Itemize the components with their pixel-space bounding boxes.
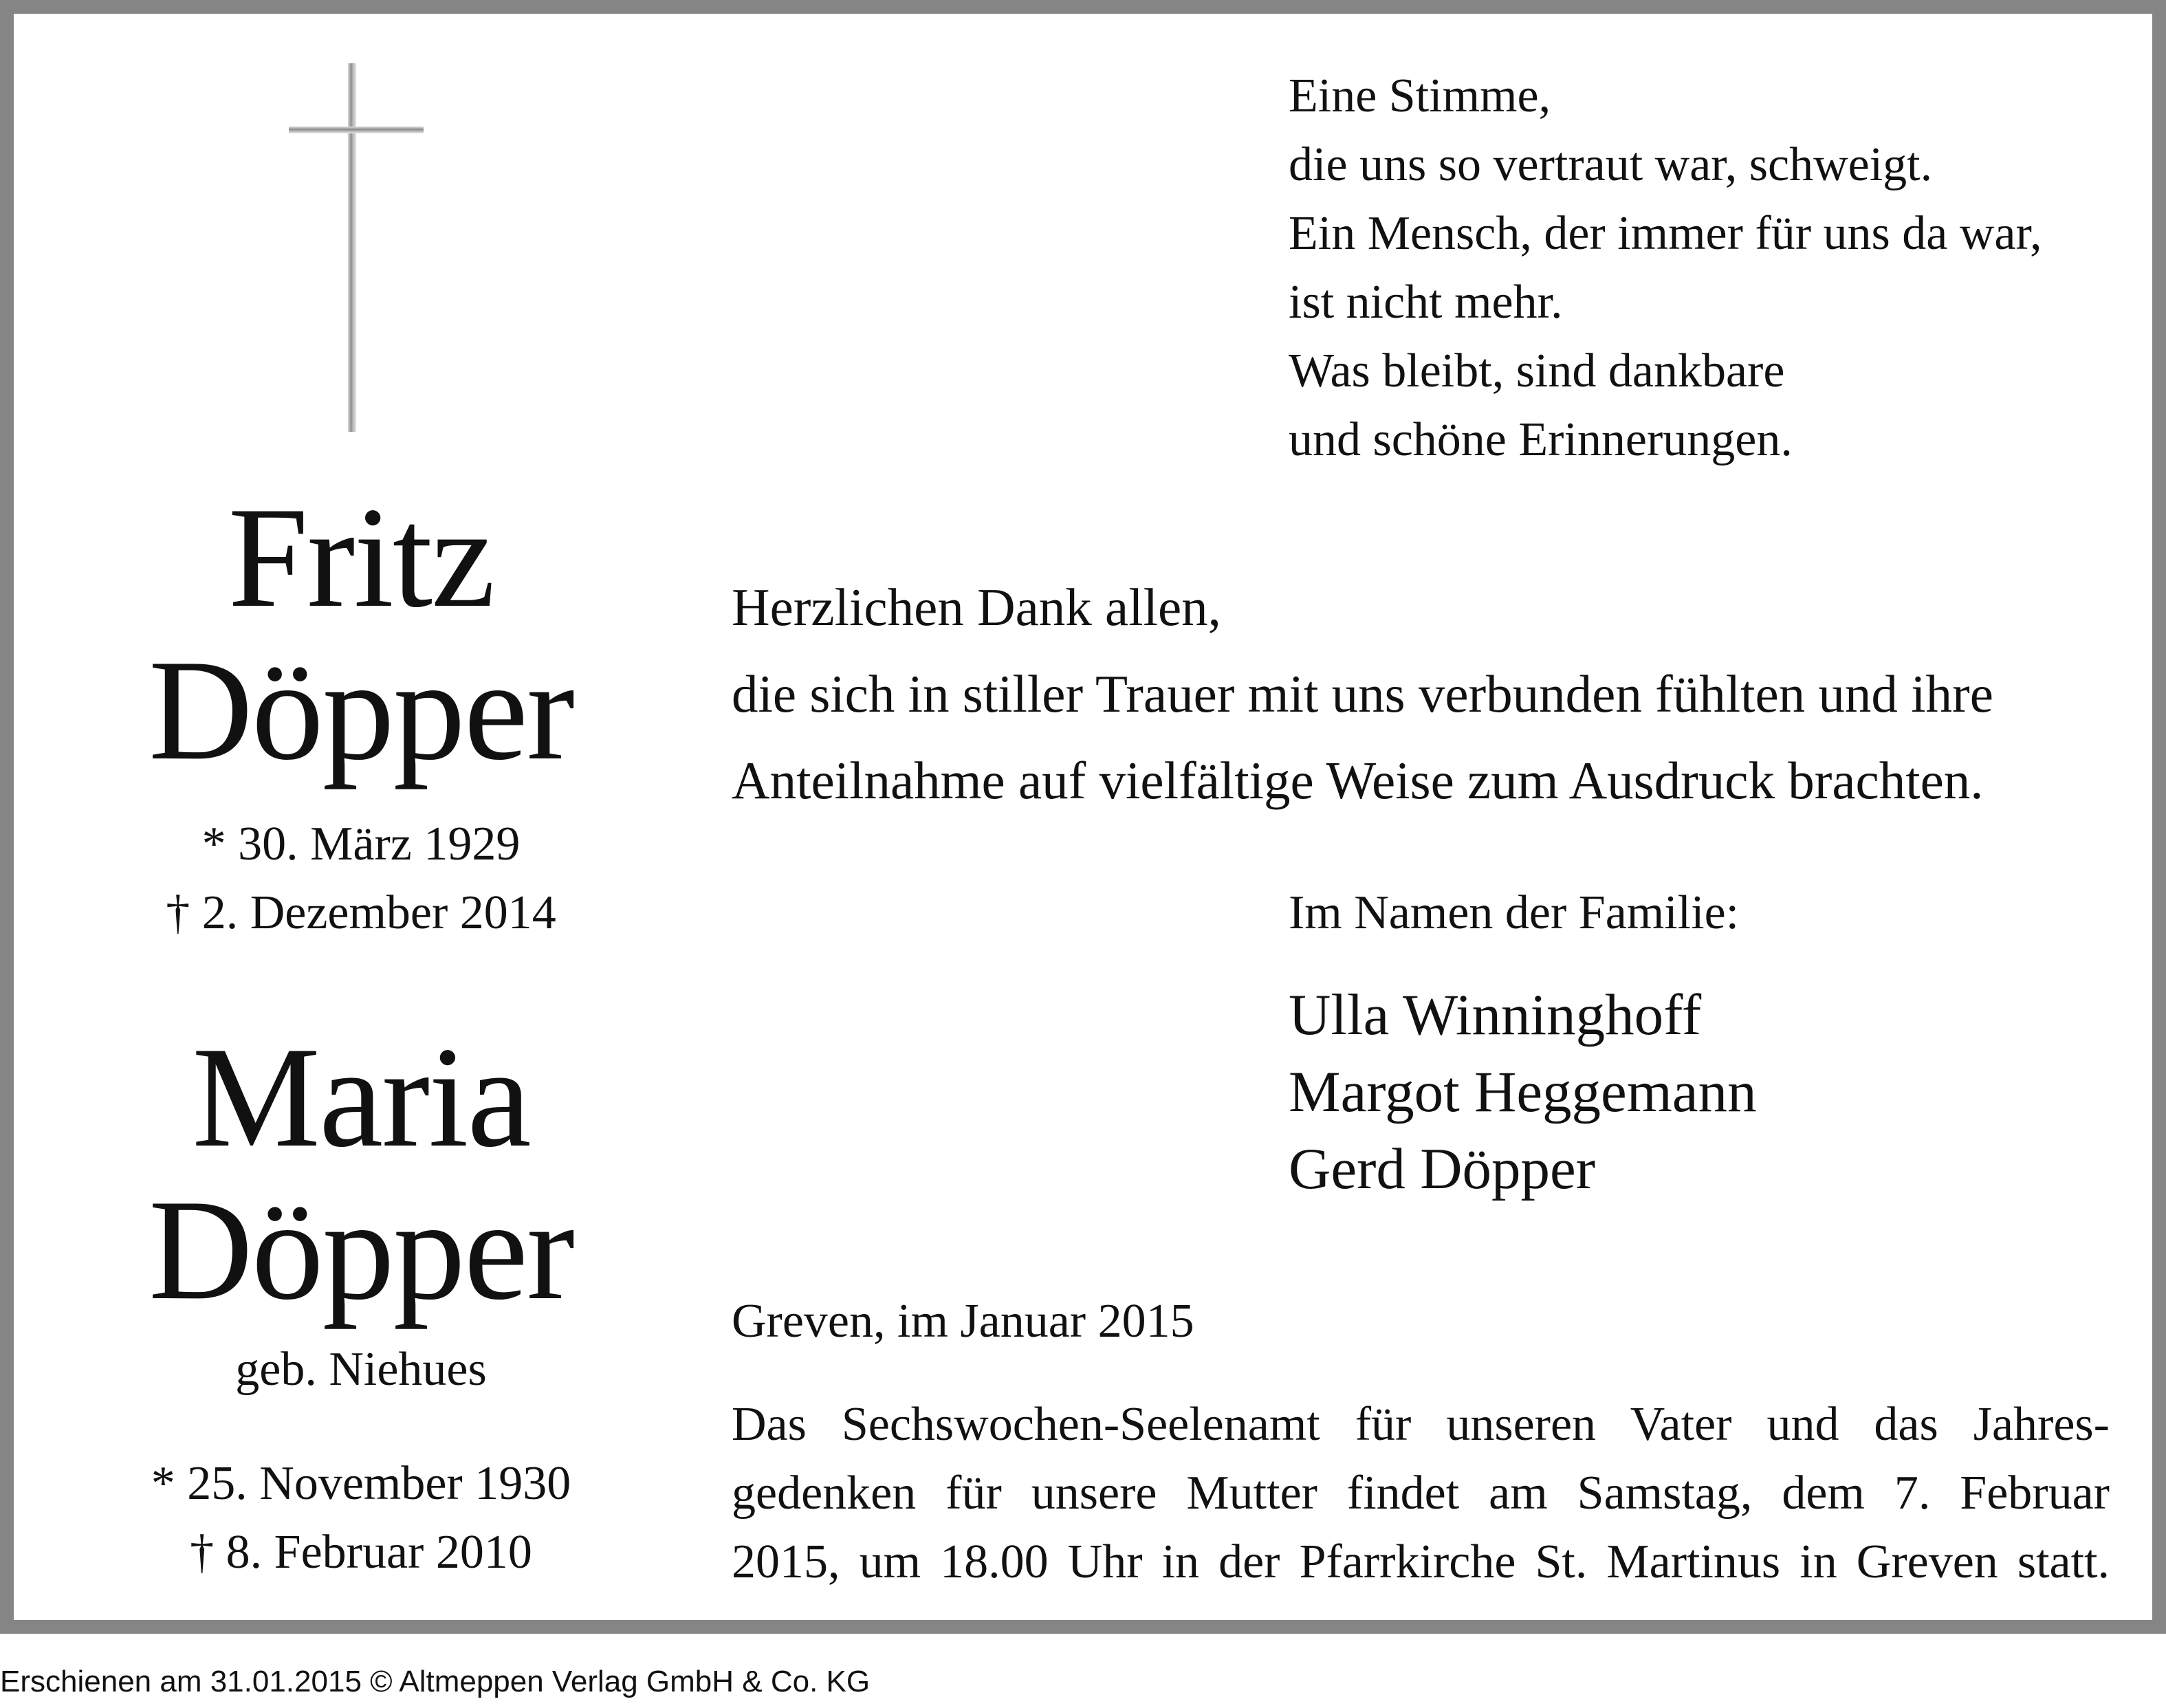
- poem-line: Eine Stimme,: [1289, 69, 1551, 122]
- service-line: Das Sechswochen-Seelenamt für unseren Vater und das Jahres-: [732, 1398, 2110, 1451]
- thanks-line: die sich in stiller Trauer mit uns verbunden fühlten und ihre: [732, 664, 1993, 723]
- thanks-message: [732, 564, 1993, 824]
- deceased-1-death-date: † 2. Dezember 2014: [166, 886, 556, 939]
- service-notice: [732, 1390, 2110, 1597]
- cross-horizontal-beam: [289, 127, 424, 133]
- signer-name: Ulla Winninghoff: [1289, 983, 1702, 1047]
- poem-line: Ein Mensch, der immer für uns da war,: [1289, 207, 2042, 260]
- deceased-2-first-name: Maria: [192, 1018, 530, 1177]
- deceased-1-name: [41, 478, 681, 790]
- cross-icon: [289, 63, 424, 432]
- poem-line: ist nicht mehr.: [1289, 276, 1563, 329]
- signers-list: [1289, 976, 1757, 1207]
- place-date: Greven, im Januar 2015: [732, 1295, 1194, 1348]
- thanks-line: Herzlichen Dank allen,: [732, 578, 1221, 637]
- deceased-2-death-date: † 8. Februar 2010: [190, 1526, 532, 1579]
- service-line: gedenken für unsere Mutter findet am Samstag, dem 7. Februar: [732, 1467, 2110, 1520]
- deceased-2-name: [41, 1018, 681, 1330]
- signer-name: Gerd Döpper: [1289, 1137, 1596, 1201]
- deceased-1-last-name: Döpper: [149, 631, 573, 790]
- deceased-1-birth-date: * 30. März 1929: [201, 818, 521, 871]
- deceased-1-first-name: Fritz: [228, 478, 494, 637]
- service-line: 2015, um 18.00 Uhr in der Pfarrkirche St. Martinus in Greven statt.: [732, 1535, 2110, 1588]
- deceased-2-maiden-name: geb. Niehues: [235, 1343, 487, 1396]
- poem-line: Was bleibt, sind dankbare: [1289, 344, 1785, 397]
- poem-line: und schöne Erinnerungen.: [1289, 413, 1793, 466]
- poem: [1289, 62, 2042, 474]
- family-heading: Im Namen der Familie:: [1289, 886, 1740, 939]
- deceased-2-last-name: Döpper: [149, 1170, 573, 1330]
- thanks-line: Anteilnahme auf vielfältige Weise zum Ausdruck brachten.: [732, 751, 1984, 810]
- cross-vertical-beam: [348, 63, 356, 432]
- signer-name: Margot Heggemann: [1289, 1060, 1757, 1124]
- poem-line: die uns so vertraut war, schweigt.: [1289, 138, 1933, 191]
- deceased-2-dates: [41, 1449, 681, 1587]
- deceased-1-dates: [41, 810, 681, 948]
- publication-footer: Erschienen am 31.01.2015 © Altmeppen Verlag GmbH & Co. KG: [0, 1665, 871, 1698]
- deceased-2-birth-date: * 25. November 1930: [151, 1457, 571, 1510]
